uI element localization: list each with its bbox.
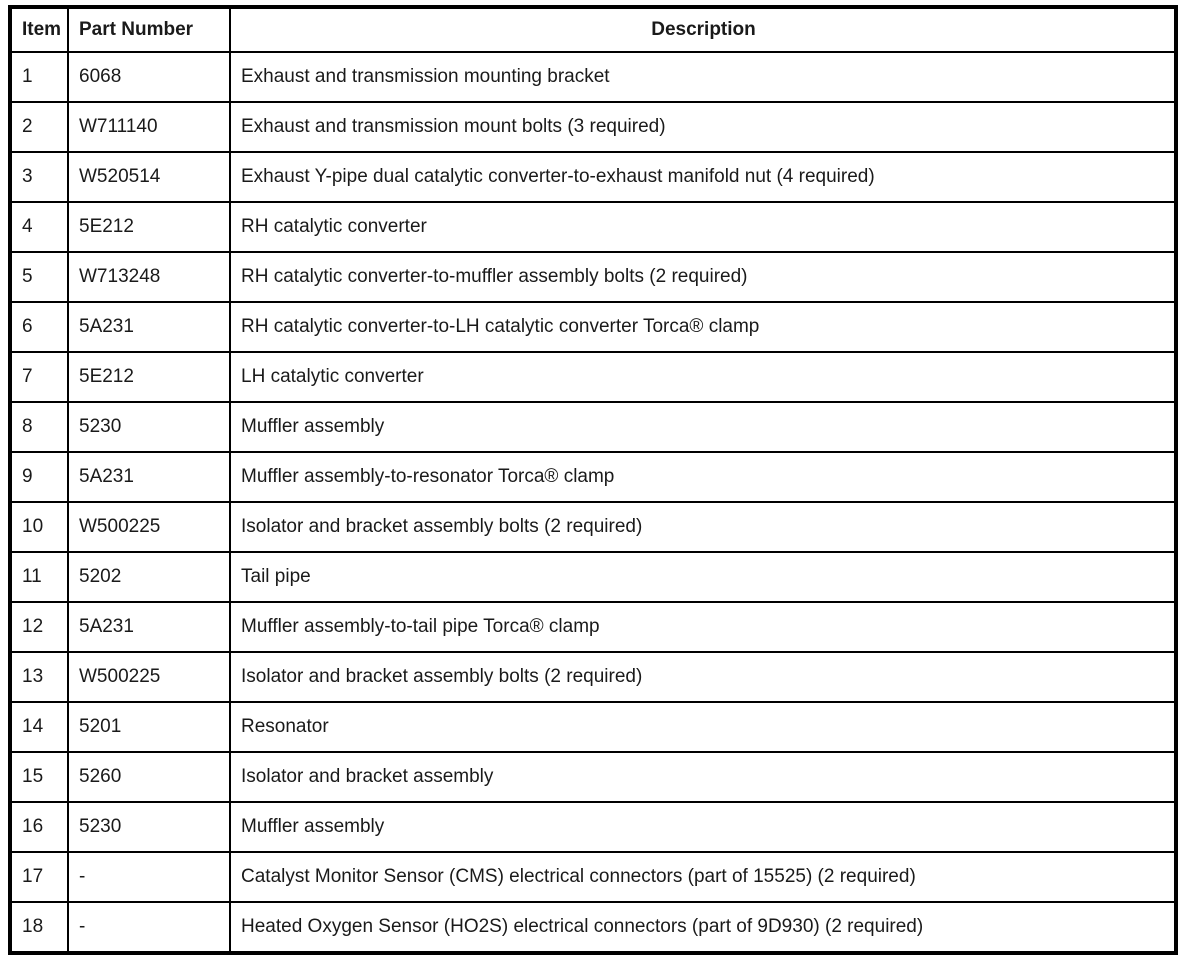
part-number-cell: 5A231 [68, 452, 230, 502]
parts-table [8, 5, 1178, 955]
column-header-part-number: Part Number [68, 7, 230, 52]
item-cell: 13 [10, 652, 68, 702]
part-number-cell: 5E212 [68, 352, 230, 402]
table-row [10, 752, 1176, 802]
part-number-cell: W711140 [68, 102, 230, 152]
description-cell: RH catalytic converter-to-muffler assembly bolts (2 required) [230, 252, 1176, 302]
part-number-cell: W520514 [68, 152, 230, 202]
table-row [10, 702, 1176, 752]
item-cell: 14 [10, 702, 68, 752]
part-number-cell: 5A231 [68, 302, 230, 352]
description-cell: Catalyst Monitor Sensor (CMS) electrical connectors (part of 15525) (2 required) [230, 852, 1176, 902]
description-cell: RH catalytic converter [230, 202, 1176, 252]
table-row [10, 652, 1176, 702]
table-row [10, 352, 1176, 402]
item-cell: 9 [10, 452, 68, 502]
table-row [10, 202, 1176, 252]
table-row [10, 902, 1176, 953]
table-row [10, 552, 1176, 602]
table-row [10, 452, 1176, 502]
table-row [10, 252, 1176, 302]
item-cell: 16 [10, 802, 68, 852]
part-number-cell: 5230 [68, 802, 230, 852]
item-cell: 18 [10, 902, 68, 953]
part-number-cell: 5202 [68, 552, 230, 602]
item-cell: 2 [10, 102, 68, 152]
part-number-cell: - [68, 902, 230, 953]
table-row [10, 52, 1176, 102]
table-row [10, 602, 1176, 652]
description-cell: Muffler assembly-to-resonator Torca® clamp [230, 452, 1176, 502]
description-cell: Isolator and bracket assembly bolts (2 required) [230, 652, 1176, 702]
item-cell: 1 [10, 52, 68, 102]
part-number-cell: W713248 [68, 252, 230, 302]
part-number-cell: W500225 [68, 502, 230, 552]
description-cell: RH catalytic converter-to-LH catalytic converter Torca® clamp [230, 302, 1176, 352]
part-number-cell: 5201 [68, 702, 230, 752]
item-cell: 7 [10, 352, 68, 402]
part-number-cell: 5A231 [68, 602, 230, 652]
description-cell: Tail pipe [230, 552, 1176, 602]
part-number-cell: 5260 [68, 752, 230, 802]
description-cell: Muffler assembly [230, 802, 1176, 852]
item-cell: 6 [10, 302, 68, 352]
part-number-cell: W500225 [68, 652, 230, 702]
description-cell: Muffler assembly [230, 402, 1176, 452]
item-cell: 5 [10, 252, 68, 302]
item-cell: 8 [10, 402, 68, 452]
part-number-cell: - [68, 852, 230, 902]
item-cell: 10 [10, 502, 68, 552]
part-number-cell: 5230 [68, 402, 230, 452]
description-cell: Isolator and bracket assembly bolts (2 required) [230, 502, 1176, 552]
description-cell: Exhaust and transmission mounting bracket [230, 52, 1176, 102]
description-cell: Exhaust and transmission mount bolts (3 required) [230, 102, 1176, 152]
table-row [10, 852, 1176, 902]
column-header-item: Item [10, 7, 68, 52]
table-body [10, 52, 1176, 953]
item-cell: 15 [10, 752, 68, 802]
description-cell: Isolator and bracket assembly [230, 752, 1176, 802]
column-header-description: Description [230, 7, 1176, 52]
description-cell: Resonator [230, 702, 1176, 752]
table-row [10, 502, 1176, 552]
table-row [10, 402, 1176, 452]
part-number-cell: 5E212 [68, 202, 230, 252]
description-cell: LH catalytic converter [230, 352, 1176, 402]
item-cell: 3 [10, 152, 68, 202]
item-cell: 11 [10, 552, 68, 602]
table-row [10, 802, 1176, 852]
table-row [10, 102, 1176, 152]
table-row [10, 152, 1176, 202]
part-number-cell: 6068 [68, 52, 230, 102]
table-row [10, 302, 1176, 352]
description-cell: Heated Oxygen Sensor (HO2S) electrical connectors (part of 9D930) (2 required) [230, 902, 1176, 953]
table-header-row [10, 7, 1176, 52]
item-cell: 12 [10, 602, 68, 652]
description-cell: Exhaust Y-pipe dual catalytic converter-to-exhaust manifold nut (4 required) [230, 152, 1176, 202]
item-cell: 17 [10, 852, 68, 902]
description-cell: Muffler assembly-to-tail pipe Torca® clamp [230, 602, 1176, 652]
item-cell: 4 [10, 202, 68, 252]
